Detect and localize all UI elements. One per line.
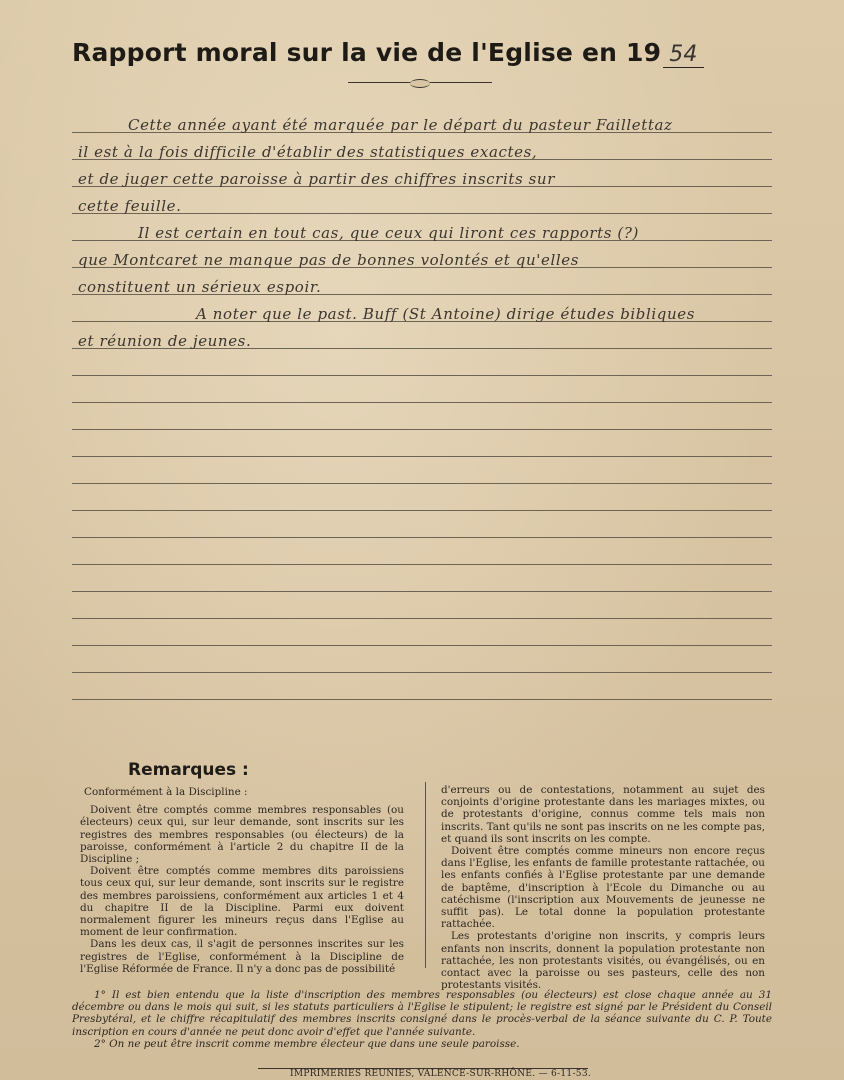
handwritten-line: que Montcaret ne manque pas de bonnes volontés et qu'elles xyxy=(78,251,580,269)
page-title xyxy=(72,38,792,68)
remarks-paragraph: Dans les deux cas, il s'agit de personnes inscrites sur les registres de l'Eglise, conformément à la Discipline de l'Eglise Réformée de France. Il n'y a donc pas de possibilité xyxy=(80,938,404,975)
handwritten-line: et réunion de jeunes. xyxy=(78,332,252,350)
handwritten-line: constituent un sérieux espoir. xyxy=(78,278,322,296)
column-divider xyxy=(425,782,426,968)
rule-line xyxy=(72,645,772,646)
remarks-left-column xyxy=(80,786,404,975)
rule-line xyxy=(72,672,772,673)
remarks-paragraph: Conformément à la Discipline : xyxy=(84,786,248,798)
rule-line xyxy=(72,537,772,538)
printer-imprint: IMPRIMERIES REUNIES, VALENCE-SUR-RHÔNE. — 6-11-53. xyxy=(290,1069,592,1079)
handwritten-line: et de juger cette paroisse à partir des chiffres inscrits sur xyxy=(78,170,555,188)
remarks-right-column xyxy=(441,784,765,991)
remarks-paragraph: Les protestants d'origine non inscrits, y compris leurs enfants non inscrits, donnent la population protestante non rattachée, les non protestants visités, ou évangélisés, ou en contact avec la paroisse ou ses pasteurs, celle des non protestants visités. xyxy=(441,930,765,992)
title-text: Rapport moral sur la vie de l'Eglise en 19 xyxy=(72,38,662,67)
rule-line xyxy=(72,510,772,511)
rule-line xyxy=(72,564,772,565)
footnote: 2° On ne peut être inscrit comme membre électeur que dans une seule paroisse. xyxy=(94,1037,520,1050)
remarks-paragraph: Doivent être comptés comme mineurs non encore reçus dans l'Eglise, les enfants de famille protestante rattachée, ou les enfants confiés à l'Eglise protestante par une demande de baptême, d'inscription à l'Ecole du Dimanche ou au catéchisme (l'inscription aux Mouvements de jeunesse ne suffit pas). Le total donne la population protestante rattachée. xyxy=(441,845,765,931)
rule-line xyxy=(72,699,772,700)
title-ornament xyxy=(348,79,492,87)
handwritten-year: 54 xyxy=(663,42,703,68)
handwritten-line: Cette année ayant été marquée par le départ du pasteur Faillettaz xyxy=(128,116,673,134)
ornament-center xyxy=(410,79,430,88)
rule-line xyxy=(72,429,772,430)
remarks-paragraph: d'erreurs ou de contestations, notamment au sujet des conjoints d'origine protestante dans les mariages mixtes, ou de protestants d'origine, connus comme tels mais non inscrits. Tant qu'ils ne sont pas inscrits on ne les compte pas, et quand ils sont inscrits on les compte. xyxy=(441,784,765,845)
rule-line xyxy=(72,375,772,376)
rule-line xyxy=(72,483,772,484)
footnote: 1° Il est bien entendu que la liste d'inscription des membres responsables (ou électeurs) est close chaque année au 31 décembre ou dans le mois qui suit, si les statuts particuliers à l'Eglise le stipulent; le registre est signé par le Président du Conseil Presbytéral, et le chiffre récapitulatif des membres inscrits consigné dans le procès-verbal de la séance suivante du C. P. Toute inscription en cours d'année ne peut donc avoir d'effet que l'année suivante. xyxy=(72,989,772,1038)
handwritten-line: il est à la fois difficile d'établir des statistiques exactes, xyxy=(78,143,538,161)
rule-line xyxy=(72,456,772,457)
remarks-paragraph: Doivent être comptés comme membres responsables (ou électeurs) ceux qui, sur leur demande, sont inscrits sur les registres des membres responsables (ou électeurs) de la paroisse, conformément à l'article 2 du chapitre II de la Discipline ; xyxy=(80,804,404,866)
handwritten-line: A noter que le past. Buff (St Antoine) dirige études bibliques xyxy=(196,305,696,323)
remarks-heading: Remarques : xyxy=(128,760,249,780)
remarks-paragraph: Doivent être comptés comme membres dits paroissiens tous ceux qui, sur leur demande, sont inscrits sur le registre des membres paroissiens, conformément aux articles 1 et 4 du chapitre II de la Discipline. Parmi eux doivent normalement figurer les mineurs reçus dans l'Eglise au moment de leur confirmation. xyxy=(80,865,404,939)
handwritten-line: Il est certain en tout cas, que ceux qui liront ces rapports (?) xyxy=(138,224,639,242)
rule-line xyxy=(72,591,772,592)
rule-line xyxy=(72,402,772,403)
handwritten-line: cette feuille. xyxy=(78,197,182,215)
footnotes xyxy=(72,989,772,1050)
rule-line xyxy=(72,618,772,619)
